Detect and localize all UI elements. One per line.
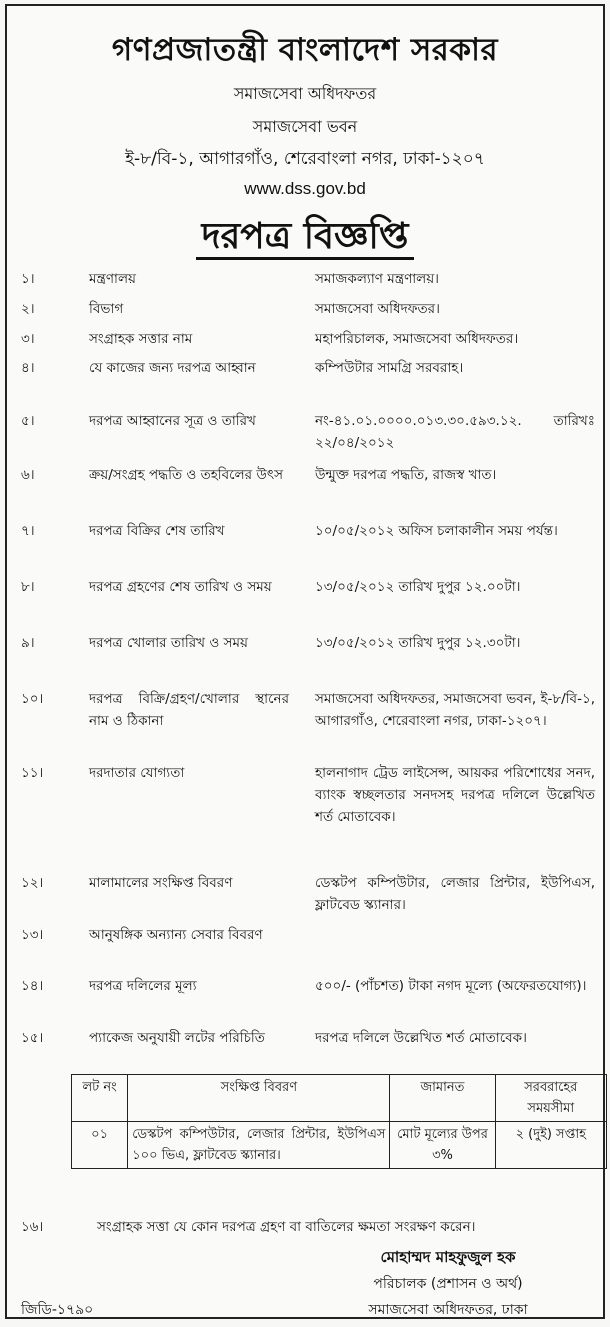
item-label: দরপত্র গ্রহণের শেষ তারিখ ও সময় [89,579,272,595]
item-label: সংগ্রাহক সত্তার নাম [89,331,193,347]
item-value: দরপত্র দলিলে উল্লেখিত শর্ত মোতাবেক। [315,1030,527,1046]
item-label: ক্রয়/সংগ্রহ পদ্ধতি ও তহবিলের উৎস [89,467,284,483]
govt-title: গণপ্রজাতন্ত্রী বাংলাদেশ সরকার [111,32,499,68]
table-row [72,1122,607,1169]
item-value: সংগ্রাহক সত্তা যে কোন দরপত্র গ্রহণ বা বাতিলের ক্ষমতা সংরক্ষণ করেন। [97,1219,476,1235]
notice-heading-text: দরপত্র বিজ্ঞপ্তি [196,216,415,260]
lot-table [71,1074,607,1169]
item-number: ১। [21,271,35,287]
table-cell: ডেস্কটপ কম্পিউটার, লেজার প্রিন্টার, ইউপিএস ১০০ ভিএ, ফ্লাটবেড স্ক্যানার। [128,1122,390,1169]
building-name: সমাজসেবা ভবন [252,117,358,136]
column-header: লট নং [72,1075,128,1122]
tender-notice-page [5,4,605,1319]
reference-number: জিডি-১৭৯০ [21,1302,94,1318]
item-number: ১১। [21,765,44,781]
item-label: প্যাকেজ অনুযায়ী লটের পরিচিতি [89,1030,265,1046]
item-number: ৯। [21,635,35,651]
item-number: ১০। [21,691,44,707]
item-value: মহাপরিচালক, সমাজসেবা অধিদফতর। [315,331,519,347]
item-number: ১২। [21,875,44,891]
item-value: ১৩/০৫/২০১২ তারিখ দুপুর ১২.৩০টা। [315,635,521,651]
item-label: দরপত্র বিক্রি/গ্রহণ/খোলার স্থানের নাম ও ঠিকানা [89,691,289,729]
column-header: সংক্ষিপ্ত বিবরণ [128,1075,390,1122]
website-link[interactable]: www.dss.gov.bd [244,179,366,198]
item-number: ১৩। [21,927,44,943]
column-header: জামানত [390,1075,495,1122]
table-header-row [72,1075,607,1122]
item-value: ৫০০/- (পাঁচশত) টাকা নগদ মূল্যে (অফেরতযোগ্য)। [315,978,587,994]
table-cell: মোট মূল্যের উপর ৩% [390,1122,495,1169]
column-header: সরবরাহের সময়সীমা [495,1075,606,1122]
item-label: দরপত্র বিক্রির শেষ তারিখ [89,523,225,539]
item-label: মন্ত্রণালয় [89,271,136,287]
item-number: ৬। [21,467,35,483]
item-label: যে কাজের জন্য দরপত্র আহ্বান [89,360,256,376]
item-number: ২। [21,301,35,317]
item-value: হালনাগাদ ট্রেড লাইসেন্স, আয়কর পরিশোধের সনদ, ব্যাংক স্বচ্ছলতার সনদসহ দরপত্র দলিলে উল্লেখিত শর্ত মোতাবেক। [315,765,595,825]
item-number: ৮। [21,579,35,595]
table-cell: ০১ [72,1122,128,1169]
item-number: ৭। [21,523,35,539]
notice-heading [7,209,603,269]
item-value: সমাজসেবা অধিদফতর, সমাজসেবা ভবন, ই-৮/বি-১, আগারগাঁও, শেরেবাংলা নগর, ঢাকা-১২০৭। [315,691,595,729]
signatory-designation: পরিচালক (প্রশাসন ও অর্থ) [373,1276,523,1292]
org-name: সমাজসেবা অধিদফতর [233,84,377,103]
item-label: দরপত্র আহ্বানের সূত্র ও তারিখ [89,413,256,429]
address: ই-৮/বি-১, আগারগাঁও, শেরেবাংলা নগর, ঢাকা-১২০৭ [125,149,485,169]
item-value: কম্পিউটার সামগ্রি সরবরাহ। [315,360,464,376]
item-number: ১৫। [21,1030,44,1046]
item-number: ১৬। [21,1219,44,1235]
signatory-name: মোহাম্মদ মাহফুজুল হক [380,1248,516,1266]
item-value: সমাজকল্যাণ মন্ত্রণালয়। [315,271,439,287]
item-label: দরদাতার যোগ্যতা [89,765,185,781]
item-label: মালামালের সংক্ষিপ্ত বিবরণ [89,875,233,891]
signatory-office: সমাজসেবা অধিদফতর, ঢাকা [368,1302,528,1318]
item-number: ৫। [21,413,35,429]
item-number: ৩। [21,331,35,347]
item-label: বিভাগ [89,301,124,317]
item-label: দরপত্র দলিলের মূল্য [89,978,197,994]
item-value: ১৩/০৫/২০১২ তারিখ দুপুর ১২.০০টা। [315,579,521,595]
item-number: ৪। [21,360,35,376]
item-value: ১০/০৫/২০১২ অফিস চলাকালীন সময় পর্যন্ত। [315,523,558,539]
item-label: আনুষঙ্গিক অন্যান্য সেবার বিবরণ [89,927,263,943]
table-cell: ২ (দুই) সপ্তাহ [495,1122,606,1169]
item-number: ১৪। [21,978,44,994]
item-value: সমাজসেবা অধিদফতর। [315,301,440,317]
item-label: দরপত্র খোলার তারিখ ও সময় [89,635,248,651]
item-value: উন্মুক্ত দরপত্র পদ্ধতি, রাজস্ব খাত। [315,467,497,483]
item-value: ডেস্কটপ কম্পিউটার, লেজার প্রিন্টার, ইউপিএস, ফ্লাটবেড স্ক্যানার। [315,875,595,913]
item-value: নং-৪১.০১.০০০০.০১৩.৩০.৫৯৩.১২. তারিখঃ ২২/০৪/২০১২ [315,413,595,451]
